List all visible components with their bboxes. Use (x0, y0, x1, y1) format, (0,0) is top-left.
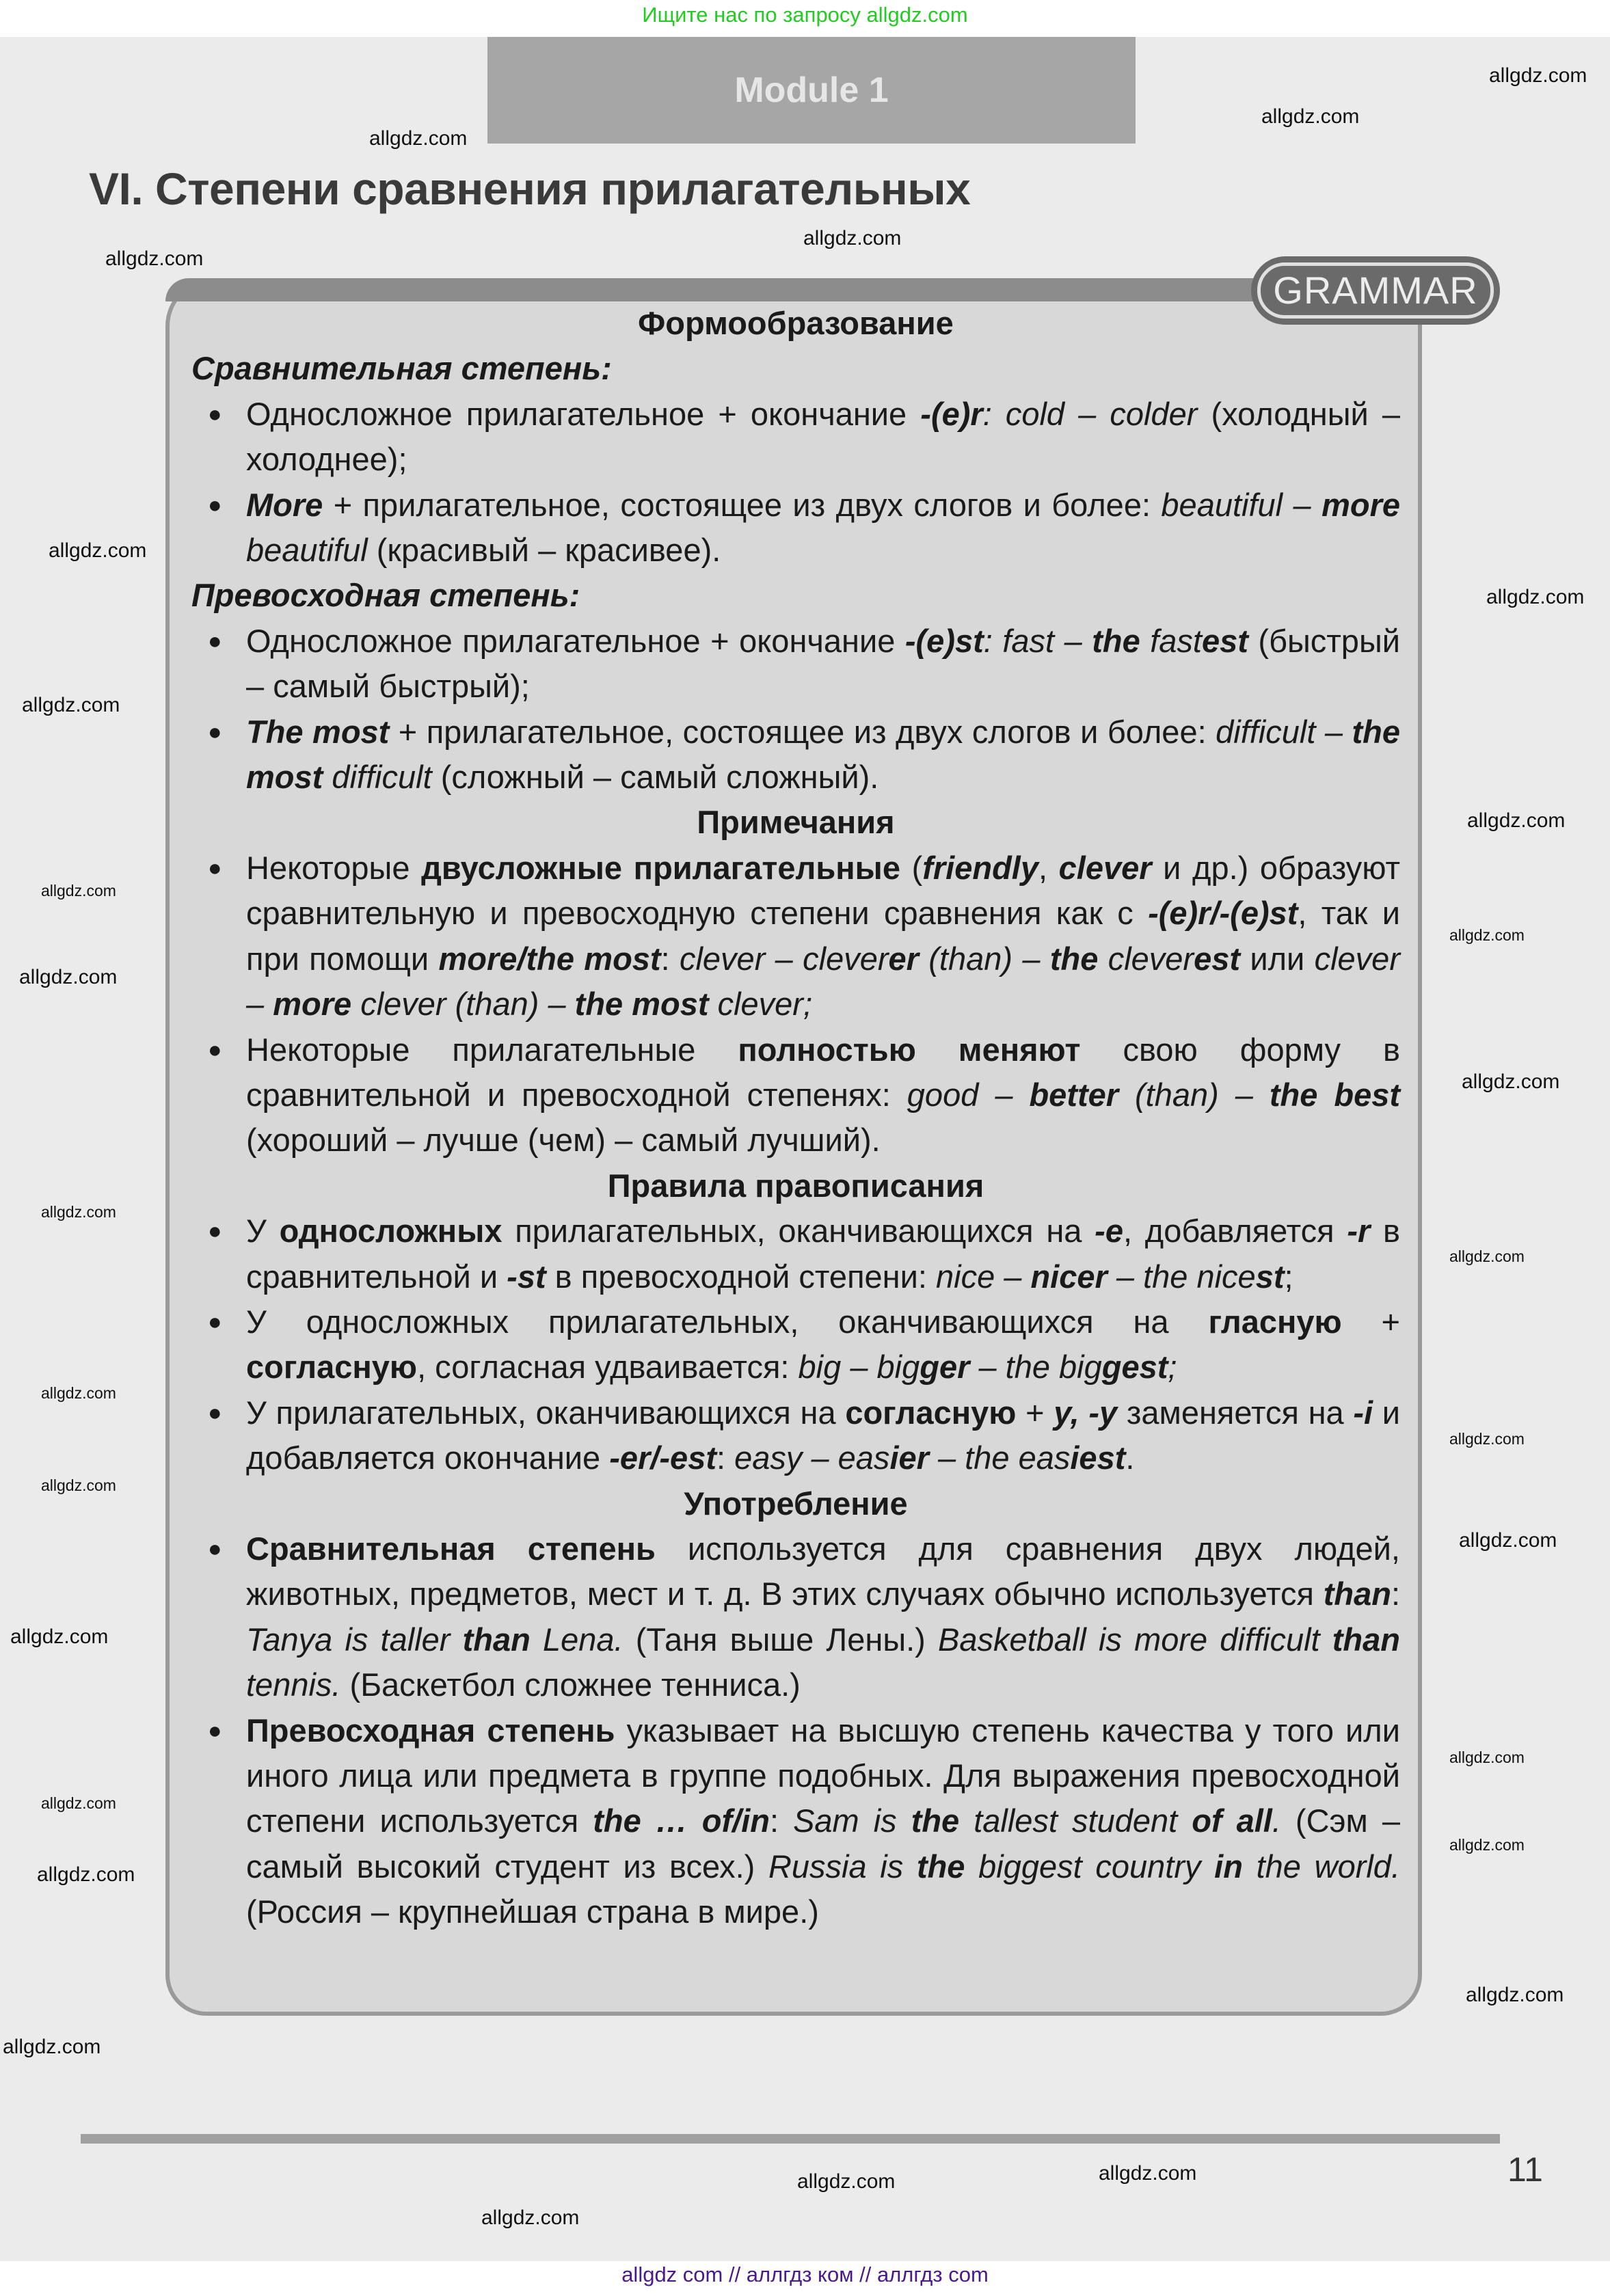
watermark: allgdz.com (1489, 64, 1587, 87)
watermark: allgdz.com (41, 1794, 116, 1812)
text-segment: clever; (708, 986, 813, 1023)
watermark: allgdz.com (1486, 586, 1585, 608)
text-segment: Односложное прилагательное + окончание (246, 622, 905, 659)
text-segment: est (1194, 940, 1240, 977)
text-segment: clever (1098, 940, 1194, 977)
section-heading (191, 301, 1400, 346)
text-segment: Сравнительная степень: (191, 350, 612, 387)
watermark: allgdz.com (481, 2206, 580, 2229)
watermark: allgdz.com (10, 1625, 109, 1648)
text-segment: Basketball is more difficult (937, 1621, 1332, 1658)
text-segment: (than) – (918, 940, 1050, 977)
watermark: allgdz.com (41, 1476, 116, 1494)
watermark: allgdz.com (41, 882, 116, 900)
bullet-item (191, 1526, 1400, 1708)
text-segment: + (1016, 1394, 1054, 1431)
bullet-item (191, 846, 1400, 1027)
text-segment: – the eas (928, 1440, 1071, 1476)
watermark: allgdz.com (1261, 105, 1360, 128)
text-segment: -er/-est (609, 1440, 716, 1476)
text-segment: than (1323, 1576, 1391, 1612)
text-segment: прилагательных, оканчивающихся на (502, 1213, 1095, 1250)
watermark: allgdz.com (49, 539, 147, 562)
text-segment: указывает на высшую степень качества у того или иного лица или предмета в группе подобных. Для выражения превосходной степени используется (246, 1712, 1400, 1839)
text-segment: : (769, 1802, 794, 1839)
watermark: allgdz.com (1467, 809, 1566, 832)
section-heading (191, 1481, 1400, 1526)
footer-divider (81, 2134, 1500, 2144)
watermark: allgdz.com (37, 1863, 135, 1886)
text-segment: er (888, 940, 919, 977)
watermark: allgdz.com (41, 1384, 116, 1402)
page-title: VI. Степени сравнения прилагательных (89, 163, 971, 214)
text-segment: (быстрый – самый быстрый); (246, 622, 1400, 705)
text-segment: ( (900, 849, 923, 886)
text-segment: the (1049, 940, 1099, 977)
text-segment: Tanya is taller (246, 1621, 463, 1658)
text-segment: : cold – colder (982, 395, 1198, 432)
text-segment: и др.) образуют сравнительную и превосходную степени сравнения как с (246, 849, 1401, 932)
bullet-item (191, 1299, 1400, 1390)
bullet-item (191, 1027, 1400, 1163)
bullet-item (191, 619, 1400, 710)
text-segment: свою форму в сравнительной и превосходной степенях: (246, 1031, 1400, 1113)
watermark: allgdz.com (19, 966, 118, 988)
grammar-badge-label: GRAMMAR (1257, 262, 1493, 319)
text-segment: + прилагательное, состоящее из двух слогов и более: (389, 713, 1216, 750)
text-segment: the … of/in (593, 1802, 770, 1839)
text-segment: У прилагательных, оканчивающихся на (246, 1394, 846, 1431)
text-segment: полностью меняют (738, 1031, 1081, 1068)
section-heading (191, 800, 1400, 845)
text-segment: -(e)r (920, 395, 983, 432)
text-segment: или (1240, 940, 1315, 977)
text-segment: more (273, 986, 352, 1023)
page-number: 11 (1507, 2150, 1543, 2189)
text-segment: Употребление (684, 1485, 908, 1522)
text-segment: good – (907, 1076, 1030, 1113)
text-segment: : (716, 1440, 735, 1476)
text-segment: + (1341, 1303, 1400, 1340)
text-segment: the best (1269, 1076, 1401, 1113)
text-segment: beautiful – (1161, 486, 1322, 523)
text-segment: используется для сравнения двух людей, животных, предметов, мест и т. д. В этих случаях обычно используется (246, 1530, 1400, 1612)
text-segment: Некоторые (246, 849, 422, 886)
text-segment: (красивый – красивее). (367, 532, 721, 569)
watermark: allgdz.com (797, 2170, 896, 2193)
text-segment: двусложные прилагательные (421, 849, 900, 886)
text-segment: , так и при помощи (246, 895, 1400, 977)
text-segment: big – big (798, 1349, 920, 1386)
grammar-content (191, 301, 1400, 1935)
text-segment: в сравнительной и (246, 1213, 1401, 1295)
text-segment: заменяется на (1117, 1394, 1354, 1431)
bullet-item (191, 483, 1400, 573)
text-segment: nice – (935, 1258, 1031, 1295)
watermark: allgdz.com (1449, 1430, 1525, 1448)
text-segment: Sam is (793, 1802, 911, 1839)
site-banner-bottom[interactable]: allgdz com // аллгдз ком // аллгдз com (621, 2263, 989, 2286)
text-segment: Превосходная степень: (191, 577, 580, 614)
watermark: allgdz.com (1449, 926, 1525, 944)
text-segment: (холодный – холоднее); (246, 395, 1400, 478)
text-segment: fast (1140, 622, 1202, 659)
text-segment: , (1038, 849, 1059, 886)
text-segment: ger (920, 1349, 970, 1386)
text-segment: Сравнительная степень (246, 1530, 656, 1567)
text-segment: more/the most (438, 940, 661, 977)
text-segment: Превосходная степень (246, 1712, 615, 1748)
text-segment: Примечания (697, 804, 895, 841)
site-banner-top[interactable]: Ищите нас по запросу allgdz.com (642, 3, 968, 27)
text-segment: more (1321, 486, 1400, 523)
module-header: Module 1 (487, 37, 1136, 144)
text-segment: than (1332, 1621, 1400, 1658)
watermark: allgdz.com (3, 2036, 101, 2058)
text-segment: est (1201, 622, 1248, 659)
bullet-item (191, 1208, 1400, 1299)
text-segment: in (1214, 1848, 1243, 1885)
text-segment: of all (1192, 1802, 1272, 1839)
text-segment: -e (1095, 1213, 1123, 1250)
text-segment: clever (1058, 849, 1152, 886)
text-segment: ; (1284, 1258, 1293, 1295)
text-segment: st (1255, 1258, 1285, 1295)
text-segment: ier (889, 1440, 929, 1476)
text-segment: Russia is (768, 1848, 917, 1885)
grammar-badge (1251, 256, 1500, 325)
bullet-item (191, 1708, 1400, 1935)
text-segment: the world. (1242, 1848, 1400, 1885)
text-segment: У (246, 1213, 280, 1250)
text-segment: difficult – (1216, 713, 1352, 750)
section-heading (191, 1163, 1400, 1208)
text-segment: согласную (845, 1394, 1017, 1431)
text-segment: . (1125, 1440, 1135, 1476)
grammar-box-top-bar (165, 278, 1422, 301)
text-segment: the (911, 1802, 960, 1839)
text-segment: Некоторые прилагательные (246, 1031, 738, 1068)
text-segment: clever (than) – (351, 986, 575, 1023)
subheading (191, 573, 1400, 618)
text-segment: iest (1070, 1440, 1126, 1476)
text-segment: Lena. (530, 1621, 623, 1658)
text-segment: ; (1168, 1349, 1177, 1386)
text-segment: -st (507, 1258, 546, 1295)
text-segment: clever – (246, 940, 1400, 1023)
text-segment: : (660, 940, 680, 977)
watermark: allgdz.com (803, 227, 902, 249)
text-segment: в превосходной степени: (546, 1258, 936, 1295)
text-segment: (than) – (1118, 1076, 1270, 1113)
text-segment: (Россия – крупнейшая страна в мире.) (246, 1893, 819, 1930)
text-segment: the most (246, 713, 1400, 796)
text-segment: tallest student (959, 1802, 1192, 1839)
text-segment: -(e)r/-(e)st (1148, 895, 1298, 932)
text-segment: biggest country (965, 1848, 1215, 1885)
text-segment: гласную (1208, 1303, 1342, 1340)
text-segment: the (916, 1848, 965, 1885)
text-segment: и добавляется окончание (246, 1394, 1401, 1476)
text-segment: , согласная удваивается: (417, 1349, 799, 1386)
text-segment: (Сэм – самый высокий студент из всех.) (246, 1802, 1400, 1885)
watermark: allgdz.com (1459, 1529, 1557, 1552)
watermark: allgdz.com (1462, 1070, 1560, 1093)
text-segment: (Таня выше Лены.) (623, 1621, 938, 1658)
text-segment: (хороший – лучше (чем) – самый лучший). (246, 1122, 881, 1159)
watermark: allgdz.com (369, 127, 468, 150)
text-segment: -r (1347, 1213, 1371, 1250)
text-segment: – the nice (1107, 1258, 1256, 1295)
text-segment: The most (246, 713, 390, 750)
bullet-item (191, 392, 1400, 483)
text-segment: согласную (246, 1349, 418, 1386)
watermark: allgdz.com (1466, 1984, 1564, 2006)
subheading (191, 346, 1400, 391)
text-segment: More (246, 486, 323, 523)
text-segment: gest (1101, 1349, 1168, 1386)
text-segment: У односложных прилагательных, оканчивающихся на (246, 1303, 1209, 1340)
text-segment: -i (1353, 1394, 1373, 1431)
watermark: allgdz.com (22, 694, 120, 716)
bullet-item (191, 1390, 1400, 1481)
watermark: allgdz.com (1099, 2162, 1197, 2185)
text-segment: y, -y (1054, 1394, 1118, 1431)
text-segment: the most (574, 986, 709, 1023)
text-segment: Односложное прилагательное + окончание (246, 395, 921, 432)
text-segment: : (1391, 1576, 1400, 1612)
text-segment: tennis. (246, 1666, 341, 1703)
text-segment: : fast – (983, 622, 1092, 659)
watermark: allgdz.com (1449, 1748, 1525, 1766)
text-segment: Формообразование (638, 305, 954, 341)
text-segment: -(e)st (904, 622, 984, 659)
text-segment: clever – clever (679, 940, 889, 977)
text-segment: (сложный – самый сложный). (431, 759, 879, 796)
text-segment: Правила правописания (607, 1167, 984, 1204)
text-segment: (Баскетбол сложнее тенниса.) (340, 1666, 801, 1703)
text-segment: the (1092, 622, 1140, 659)
watermark: allgdz.com (1449, 1247, 1525, 1265)
text-segment: + прилагательное, состоящее из двух слогов и более: (323, 486, 1162, 523)
text-segment: friendly (922, 849, 1038, 886)
text-segment: beautiful (246, 532, 368, 569)
bullet-item (191, 710, 1400, 800)
text-segment: , добавляется (1123, 1213, 1347, 1250)
text-segment: односложных (279, 1213, 502, 1250)
watermark: allgdz.com (105, 247, 204, 270)
text-segment: better (1029, 1076, 1119, 1113)
text-segment: easy – eas (734, 1440, 890, 1476)
text-segment: . (1272, 1802, 1281, 1839)
text-segment: nicer (1030, 1258, 1108, 1295)
text-segment: difficult (323, 759, 432, 796)
text-segment: than (462, 1621, 531, 1658)
watermark: allgdz.com (41, 1203, 116, 1221)
text-segment: – the big (969, 1349, 1102, 1386)
watermark: allgdz.com (1449, 1836, 1525, 1854)
